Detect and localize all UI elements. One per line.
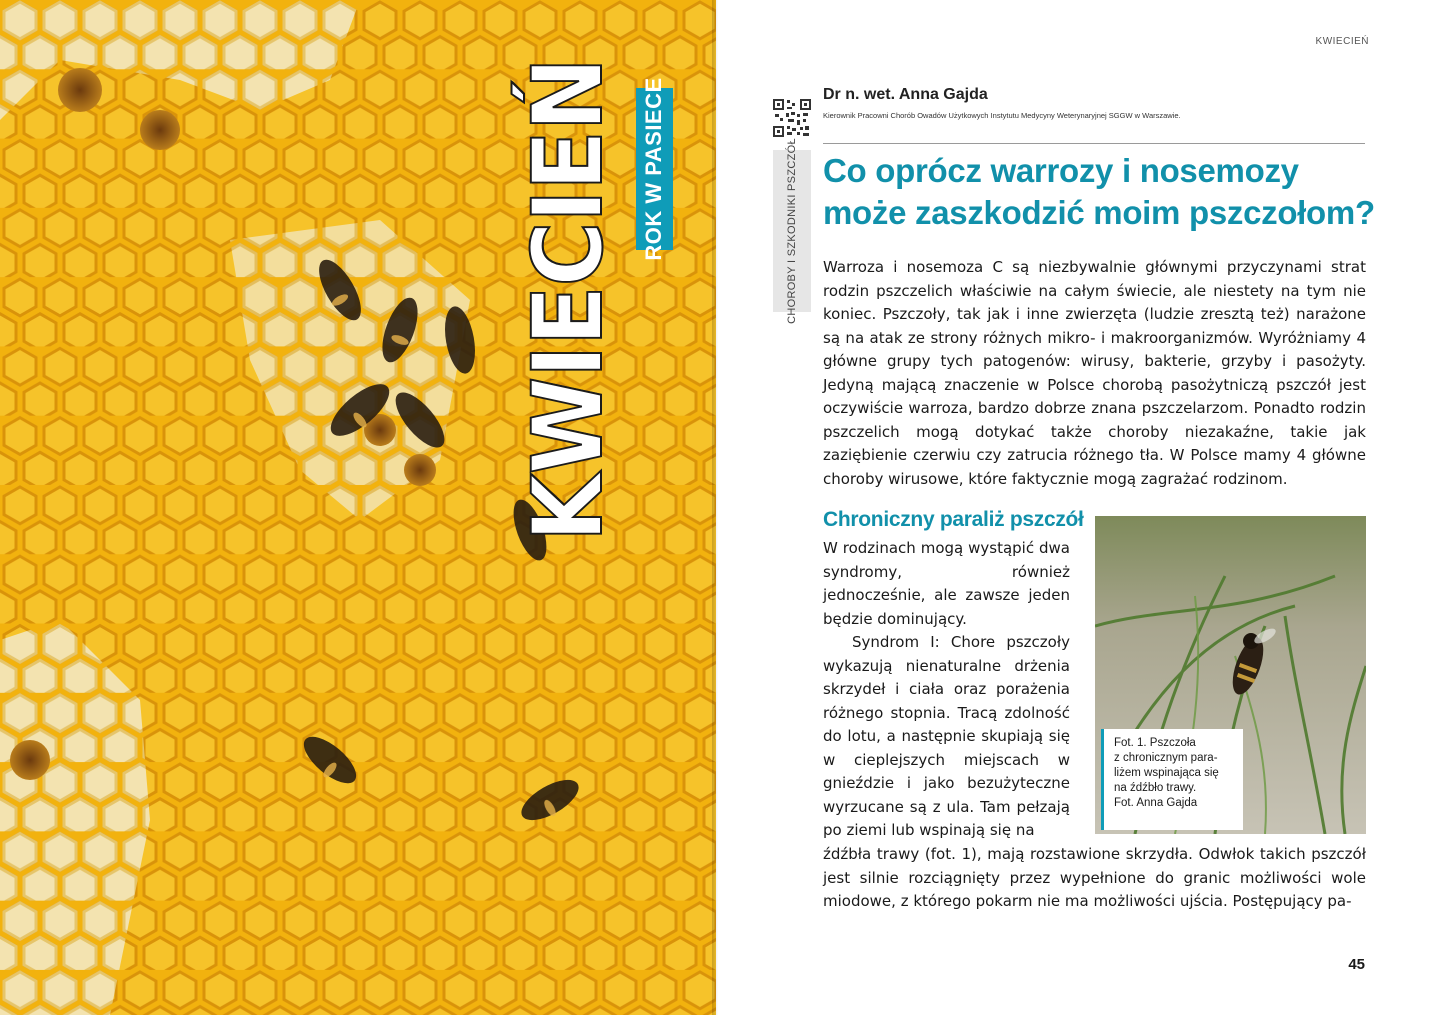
caption-line: Fot. 1. Pszczoła bbox=[1114, 737, 1196, 749]
month-title-text: KWIECIEŃ bbox=[512, 58, 624, 542]
column-text bbox=[823, 537, 1070, 843]
category-tab-label: CHOROBY I SZKODNIKI PSZCZÓŁ bbox=[786, 138, 798, 324]
author-affiliation: Kierownik Pracowni Chorób Owadów Użytkowych Instytutu Medycyny Weterynaryjnej SGGW w Warszawie. bbox=[823, 111, 1181, 120]
bee-photo bbox=[1095, 516, 1366, 834]
photo-caption bbox=[1101, 729, 1243, 830]
page-number: 45 bbox=[1348, 956, 1365, 973]
caption-line: liżem wspinająca się bbox=[1114, 767, 1219, 779]
lead-paragraph: Warroza i nosemoza C są niezbywalnie głównymi przyczynami strat rodzin pszczelich właściwie na całym świecie, ale niestety na tym nie koniec. Pszczoły, tak jak i inne zwierzęta (ludzie zresztą też) narażone są na atak ze strony różnych mikro- i makroorganizmów. Wyróżniamy 4 główne grupy tych patogenów: wirusy, bakterie, grzyby i pasożyty. Jedyną mającą znaczenie w Polsce chorobą pasożytniczą pszczół jest oczywiście warroza, bardzo dobrze znana pszczelarzom. Ponadto rodzin pszczelich mogą dotykać także choroby niezakaźne, takie jak zaziębienie czerwiu czy zatrucia różnego tła. W Polsce mamy 4 główne choroby wirusowe, które faktycznie mogą zagrażać rodzinom. bbox=[823, 258, 1366, 488]
caption-line: z chronicznym para- bbox=[1114, 752, 1218, 764]
article-page bbox=[716, 0, 1431, 1015]
paragraph-syndromes: W rodzinach mogą wystąpić dwa syndromy, również jednocześnie, ale zawsze jeden będzie dominujący. bbox=[823, 539, 1070, 628]
section-badge-label: ROK W PASIECE bbox=[641, 77, 666, 261]
category-tab bbox=[773, 138, 811, 324]
qr-code-icon bbox=[773, 99, 811, 137]
section-badge bbox=[636, 77, 673, 261]
article-title: Co oprócz warrozy i nosemozy może zaszkodzić moim pszczołom? bbox=[823, 152, 1375, 231]
paragraph-syndrome-1: Syndrom I: Chore pszczoły wykazują nienaturalne drżenia skrzydeł i ciała oraz porażenia różnego stopnia. Tracą zdolność do lotu, a następnie skupiają się w cieplejszych miejscach w gnieździe i jako bezużyteczne wyrzucane są z ula. Tam pełzają po ziemi lub wspinają się na bbox=[823, 633, 1070, 839]
author-name: Dr n. wet. Anna Gajda bbox=[823, 86, 988, 103]
caption-line: na źdźbło trawy. bbox=[1114, 782, 1197, 794]
section-heading: Chroniczny paraliż pszczół bbox=[823, 508, 1084, 531]
continued-paragraph: źdźbła trawy (fot. 1), mają rozstawione skrzydła. Odwłok takich pszczół jest silnie rozciągnięty przez wypełnione do granic możliwości wole miodowe, z którego pokarm nie ma możliwości ujścia. Postępujący pa- bbox=[823, 845, 1366, 910]
title-divider bbox=[823, 143, 1365, 144]
running-head: KWIECIEŃ bbox=[1315, 36, 1369, 47]
caption-line: Fot. Anna Gajda bbox=[1114, 797, 1198, 809]
